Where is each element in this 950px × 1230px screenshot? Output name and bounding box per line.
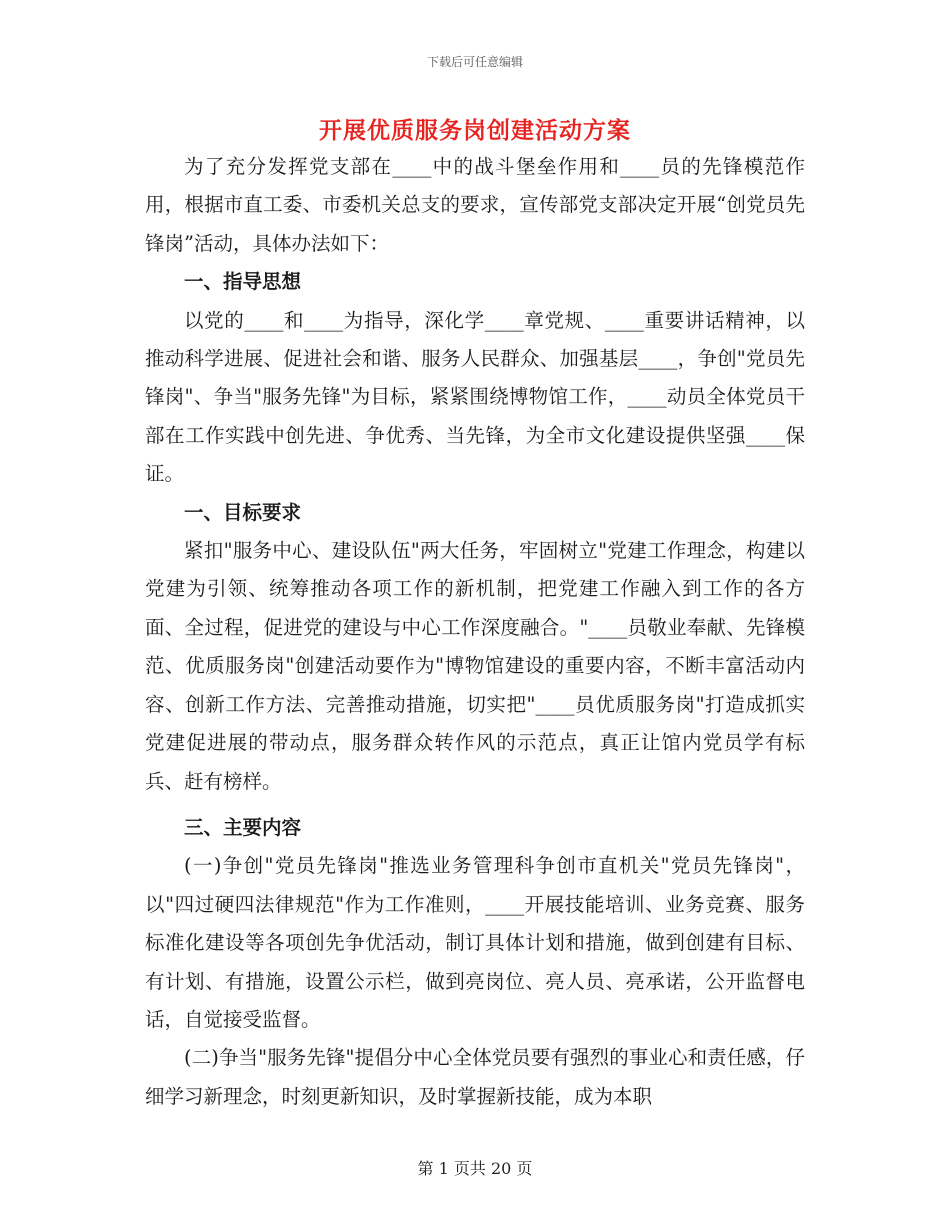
main-content-item-1: (一)争创"党员先锋岗"推选业务管理科争创市直机关"党员先锋岗"，以"四过硬四法律规范"作为工作准则，____开展技能培训、业务竞赛、服务标准化建设等各项创先争优活动，制订具体计划和措施，做到创建有目标、有计划、有措施，设置公示栏，做到亮岗位、亮人员、亮承诺，公开监督电话，自觉接受监督。 [145, 854, 805, 1031]
main-content-item-2: (二)争当"服务先锋"提倡分中心全体党员要有强烈的事业心和责任感，仔细学习新理念，时刻更新知识，及时掌握新技能，成为本职 [145, 1046, 805, 1108]
intro-paragraph: 为了充分发挥党支部在____中的战斗堡垒作用和____员的先锋模范作用，根据市直工委、市委机关总支的要求，宣传部党支部决定开展“创党员先锋岗”活动，具体办法如下： [145, 155, 805, 255]
page-footer: 第 1 页共 20 页 [417, 1159, 533, 1178]
section-body-guiding-ideology: 以党的____和____为指导，深化学____章党规、____重要讲话精神，以推动科学进展、促进社会和谐、服务人民群众、加强基层____，争创"党员先锋岗"、争当"服务先锋"为目标，紧紧围绕博物馆工作，____动员全体党员干部在工作实践中创先进、争优秀、当先锋，为全市文化建设提供坚强____保证。 [145, 308, 805, 486]
section-heading-guiding-ideology: 一、指导思想 [184, 270, 302, 294]
header-note: 下载后可任意编辑 [426, 55, 523, 69]
section-heading-goals: 一、目标要求 [184, 500, 302, 524]
document-body [145, 148, 805, 1116]
document-title: 开展优质服务岗创建活动方案 [319, 118, 631, 144]
section-body-goals: 紧扣"服务中心、建设队伍"两大任务，牢固树立"党建工作理念，构建以党建为引领、统筹推动各项工作的新机制，把党建工作融入到工作的各方面、全过程，促进党的建设与中心工作深度融合。"____员敬业奉献、先锋模范、优质服务岗"创建活动要作为"博物馆建设的重要内容，不断丰富活动内容、创新工作方法、完善推动措施，切实把"____员优质服务岗"打造成抓实党建促进展的带动点，服务群众转作风的示范点，真正让馆内党员学有标兵、赶有榜样。 [145, 539, 805, 793]
section-heading-main-content: 三、主要内容 [184, 815, 302, 839]
section-gap [145, 801, 805, 809]
